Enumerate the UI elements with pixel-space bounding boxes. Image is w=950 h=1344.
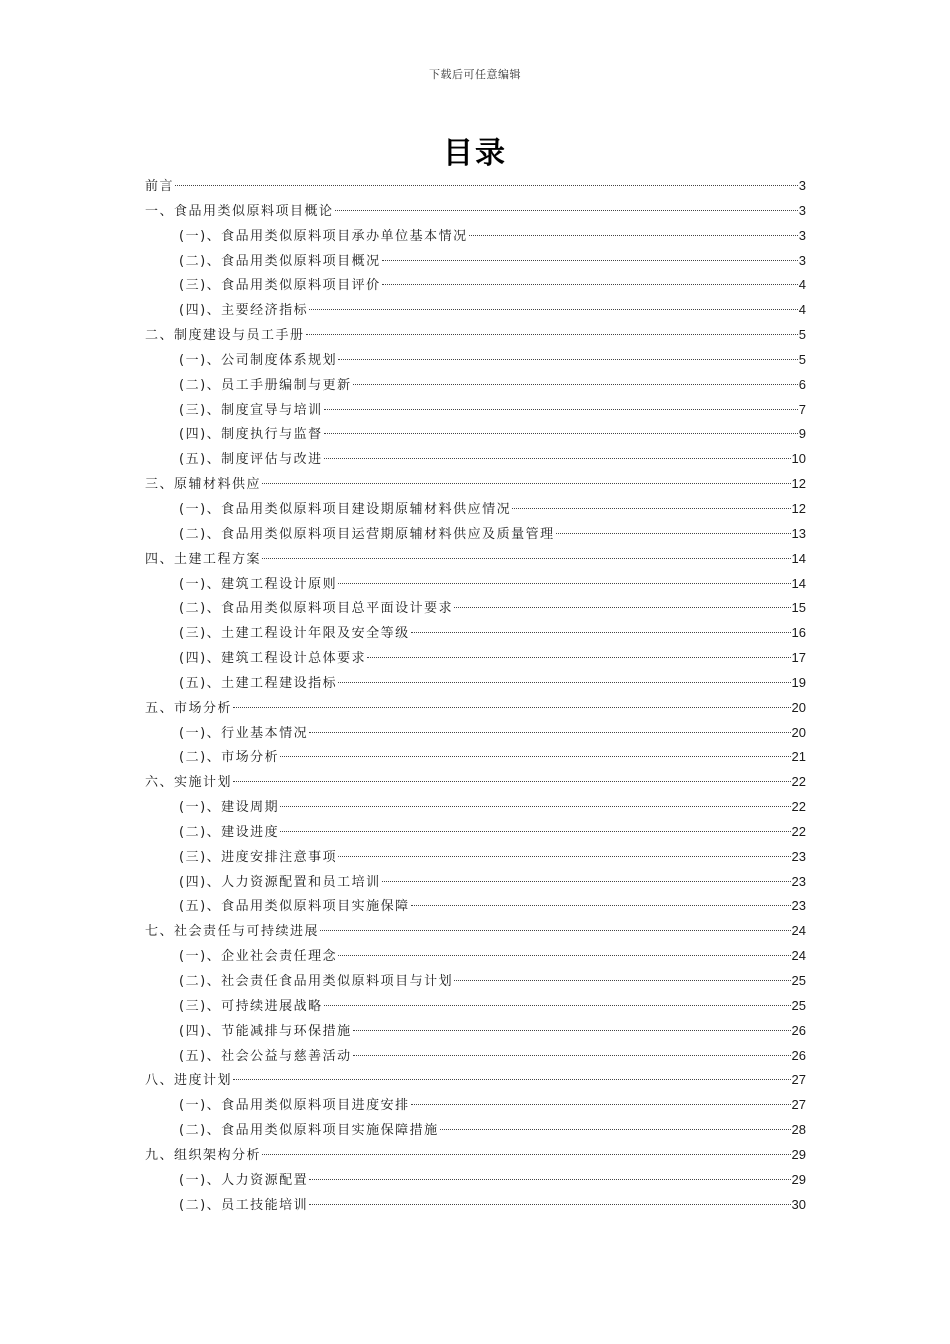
toc-page-number: 12 xyxy=(791,476,806,492)
toc-page-number: 23 xyxy=(791,873,806,889)
toc-subsection-entry[interactable] xyxy=(145,969,806,994)
toc-section-entry[interactable] xyxy=(145,199,806,224)
toc-subsection-entry[interactable] xyxy=(145,422,806,447)
toc-page-number: 24 xyxy=(791,923,806,939)
toc-subsection-entry[interactable] xyxy=(145,721,806,746)
toc-dot-leader xyxy=(512,508,790,509)
toc-dot-leader xyxy=(262,558,791,559)
page-header: 下载后可任意编辑 xyxy=(429,68,521,81)
toc-dot-leader xyxy=(280,806,790,807)
toc-page-number: 15 xyxy=(791,600,806,616)
toc-page-number: 16 xyxy=(791,625,806,641)
toc-dot-leader xyxy=(324,458,791,459)
toc-entry-label: (一)、食品用类似原料项目承办单位基本情况 xyxy=(179,228,468,244)
toc-section-entry[interactable] xyxy=(145,1068,806,1093)
toc-dot-leader xyxy=(382,260,798,261)
toc-page-number: 20 xyxy=(791,724,806,740)
toc-subsection-entry[interactable] xyxy=(145,298,806,323)
toc-dot-leader xyxy=(469,235,798,236)
toc-dot-leader xyxy=(233,781,791,782)
toc-entry-label: 六、实施计划 xyxy=(145,775,233,791)
toc-entry-label: (四)、主要经济指标 xyxy=(179,303,309,319)
toc-dot-leader xyxy=(309,1179,790,1180)
toc-subsection-entry[interactable] xyxy=(145,795,806,820)
toc-entry-label: 八、进度计划 xyxy=(145,1073,233,1089)
toc-subsection-entry[interactable] xyxy=(145,894,806,919)
toc-subsection-entry[interactable] xyxy=(145,522,806,547)
toc-page-number: 3 xyxy=(798,178,806,193)
toc-section-entry[interactable] xyxy=(145,472,806,497)
toc-dot-leader xyxy=(367,657,790,658)
toc-entry-label: (一)、企业社会责任理念 xyxy=(179,949,338,965)
toc-subsection-entry[interactable] xyxy=(145,745,806,770)
toc-entry-label: (一)、建设周期 xyxy=(179,800,280,816)
toc-dot-leader xyxy=(262,483,791,484)
toc-entry-label: (二)、食品用类似原料项目运营期原辅材料供应及质量管理 xyxy=(179,526,555,542)
toc-page-number: 27 xyxy=(791,1072,806,1088)
toc-page-number: 7 xyxy=(798,401,806,417)
toc-subsection-entry[interactable] xyxy=(145,870,806,895)
toc-subsection-entry[interactable] xyxy=(145,249,806,274)
toc-dot-leader xyxy=(353,1030,791,1031)
toc-entry-label: 四、土建工程方案 xyxy=(145,551,262,567)
toc-entry-label: (四)、制度执行与监督 xyxy=(179,427,323,443)
toc-dot-leader xyxy=(382,881,791,882)
toc-subsection-entry[interactable] xyxy=(145,1118,806,1143)
toc-section-entry[interactable] xyxy=(145,696,806,721)
toc-page-number: 5 xyxy=(798,351,806,367)
toc-subsection-entry[interactable] xyxy=(145,671,806,696)
toc-subsection-entry[interactable] xyxy=(145,944,806,969)
toc-subsection-entry[interactable] xyxy=(145,820,806,845)
toc-dot-leader xyxy=(262,1154,791,1155)
toc-subsection-entry[interactable] xyxy=(145,994,806,1019)
toc-entry-label: (二)、食品用类似原料项目总平面设计要求 xyxy=(179,601,454,617)
toc-page-number: 20 xyxy=(791,699,806,715)
toc-entry-label: (二)、食品用类似原料项目实施保障措施 xyxy=(179,1123,439,1139)
toc-page-number: 28 xyxy=(791,1122,806,1138)
toc-section-entry[interactable] xyxy=(145,919,806,944)
toc-dot-leader xyxy=(556,533,791,534)
toc-dot-leader xyxy=(309,309,798,310)
toc-subsection-entry[interactable] xyxy=(145,621,806,646)
toc-entry-label: (四)、节能减排与环保措施 xyxy=(179,1023,352,1039)
toc-entry-label: (二)、员工技能培训 xyxy=(179,1197,309,1213)
toc-dot-leader xyxy=(280,831,790,832)
toc-entry-label: (三)、制度宣导与培训 xyxy=(179,402,323,418)
toc-entry-label: (一)、人力资源配置 xyxy=(179,1172,309,1188)
toc-page-number: 27 xyxy=(791,1097,806,1113)
toc-entry-label: (四)、人力资源配置和员工培训 xyxy=(179,874,381,890)
toc-subsection-entry[interactable] xyxy=(145,845,806,870)
toc-dot-leader xyxy=(324,409,798,410)
toc-entry-label: (一)、食品用类似原料项目进度安排 xyxy=(179,1098,410,1114)
toc-subsection-entry[interactable] xyxy=(145,224,806,249)
toc-dot-leader xyxy=(411,1104,791,1105)
toc-entry-label: (三)、可持续进展战略 xyxy=(179,998,323,1014)
toc-page-number: 21 xyxy=(791,749,806,765)
toc-entry-label: (三)、土建工程设计年限及安全等级 xyxy=(179,626,410,642)
toc-subsection-entry[interactable] xyxy=(145,1193,806,1218)
toc-dot-leader xyxy=(454,607,790,608)
toc-page-number: 14 xyxy=(791,575,806,591)
toc-dot-leader xyxy=(309,732,790,733)
toc-dot-leader xyxy=(233,707,791,708)
toc-entry-label: (五)、社会公益与慈善活动 xyxy=(179,1048,352,1064)
toc-dot-leader xyxy=(338,583,790,584)
toc-entry-label: 一、食品用类似原料项目概论 xyxy=(145,203,334,219)
toc-dot-leader xyxy=(338,856,790,857)
toc-subsection-entry[interactable] xyxy=(145,596,806,621)
toc-entry-label: (五)、制度评估与改进 xyxy=(179,452,323,468)
toc-dot-leader xyxy=(440,1129,791,1130)
toc-entry-label: 二、制度建设与员工手册 xyxy=(145,328,305,344)
toc-dot-leader xyxy=(324,433,798,434)
toc-page-number: 26 xyxy=(791,1047,806,1063)
toc-title: 目录 xyxy=(443,136,507,171)
toc-page-number: 3 xyxy=(798,227,806,243)
toc-subsection-entry[interactable] xyxy=(145,646,806,671)
toc-page-number: 10 xyxy=(791,451,806,467)
toc-section-entry[interactable] xyxy=(145,1143,806,1168)
toc-page-number: 23 xyxy=(791,898,806,914)
toc-dot-leader xyxy=(309,1204,790,1205)
toc-page-number: 14 xyxy=(791,550,806,566)
toc-dot-leader xyxy=(411,632,791,633)
toc-section-entry[interactable] xyxy=(145,770,806,795)
toc-entry-label: (五)、土建工程建设指标 xyxy=(179,675,338,691)
toc-page-number: 4 xyxy=(798,277,806,293)
toc-entry-label: (二)、建设进度 xyxy=(179,824,280,840)
toc-page-number: 22 xyxy=(791,774,806,790)
table-of-contents xyxy=(145,174,806,1217)
toc-subsection-entry[interactable] xyxy=(145,398,806,423)
toc-entry-label: (一)、公司制度体系规划 xyxy=(179,352,338,368)
toc-page-number: 23 xyxy=(791,848,806,864)
toc-subsection-entry[interactable] xyxy=(145,1093,806,1118)
toc-page-number: 12 xyxy=(791,500,806,516)
toc-dot-leader xyxy=(454,980,790,981)
toc-section-entry[interactable] xyxy=(145,547,806,572)
toc-entry-label: 前言 xyxy=(145,179,175,194)
toc-page-number: 30 xyxy=(791,1196,806,1212)
toc-subsection-entry[interactable] xyxy=(145,572,806,597)
toc-entry-label: 五、市场分析 xyxy=(145,700,233,716)
toc-page-number: 19 xyxy=(791,674,806,690)
toc-entry-label: (一)、建筑工程设计原则 xyxy=(179,576,338,592)
toc-dot-leader xyxy=(233,1079,791,1080)
toc-page-number: 26 xyxy=(791,1022,806,1038)
toc-entry-label: (四)、建筑工程设计总体要求 xyxy=(179,651,367,667)
toc-page-number: 25 xyxy=(791,997,806,1013)
toc-page-number: 6 xyxy=(798,376,806,392)
toc-dot-leader xyxy=(411,905,791,906)
toc-subsection-entry[interactable] xyxy=(145,1044,806,1069)
toc-subsection-entry[interactable] xyxy=(145,1168,806,1193)
toc-page-number: 25 xyxy=(791,973,806,988)
toc-dot-leader xyxy=(175,185,798,186)
toc-entry-label: (二)、市场分析 xyxy=(179,750,280,766)
toc-entry-label: (三)、食品用类似原料项目评价 xyxy=(179,278,381,294)
toc-entry-label: 九、组织架构分析 xyxy=(145,1147,262,1163)
toc-entry-label: (二)、食品用类似原料项目概况 xyxy=(179,253,381,269)
toc-entry-label: (二)、员工手册编制与更新 xyxy=(179,377,352,393)
toc-page-number: 3 xyxy=(798,202,806,218)
toc-page-number: 22 xyxy=(791,799,806,815)
toc-page-number: 3 xyxy=(798,252,806,268)
toc-subsection-entry[interactable] xyxy=(145,447,806,472)
toc-dot-leader xyxy=(338,359,798,360)
toc-dot-leader xyxy=(353,1055,791,1056)
toc-dot-leader xyxy=(353,384,798,385)
toc-page-number: 9 xyxy=(798,426,806,442)
toc-entry-label: (一)、食品用类似原料项目建设期原辅材料供应情况 xyxy=(179,501,512,517)
toc-subsection-entry[interactable] xyxy=(145,273,806,298)
toc-dot-leader xyxy=(324,1005,791,1006)
toc-section-entry[interactable] xyxy=(145,174,806,199)
toc-entry-label: 三、原辅材料供应 xyxy=(145,477,262,493)
toc-entry-label: (一)、行业基本情况 xyxy=(179,725,309,741)
toc-dot-leader xyxy=(338,682,790,683)
toc-dot-leader xyxy=(280,756,790,757)
toc-dot-leader xyxy=(382,284,798,285)
toc-subsection-entry[interactable] xyxy=(145,497,806,522)
toc-page-number: 24 xyxy=(791,948,806,964)
toc-dot-leader xyxy=(338,955,790,956)
toc-page-number: 13 xyxy=(791,525,806,541)
toc-entry-label: 七、社会责任与可持续进展 xyxy=(145,924,320,940)
toc-entry-label: (五)、食品用类似原料项目实施保障 xyxy=(179,899,410,915)
toc-page-number: 17 xyxy=(791,650,806,666)
toc-dot-leader xyxy=(320,930,791,931)
toc-page-number: 29 xyxy=(791,1146,806,1162)
toc-page-number: 22 xyxy=(791,823,806,839)
toc-entry-label: (三)、进度安排注意事项 xyxy=(179,849,338,865)
toc-subsection-entry[interactable] xyxy=(145,348,806,373)
toc-page-number: 29 xyxy=(791,1171,806,1187)
toc-dot-leader xyxy=(306,334,798,335)
toc-subsection-entry[interactable] xyxy=(145,373,806,398)
toc-subsection-entry[interactable] xyxy=(145,1019,806,1044)
toc-section-entry[interactable] xyxy=(145,323,806,348)
toc-page-number: 4 xyxy=(798,302,806,318)
toc-entry-label: (二)、社会责任食品用类似原料项目与计划 xyxy=(179,974,454,989)
toc-page-number: 5 xyxy=(798,327,806,343)
toc-dot-leader xyxy=(335,210,798,211)
